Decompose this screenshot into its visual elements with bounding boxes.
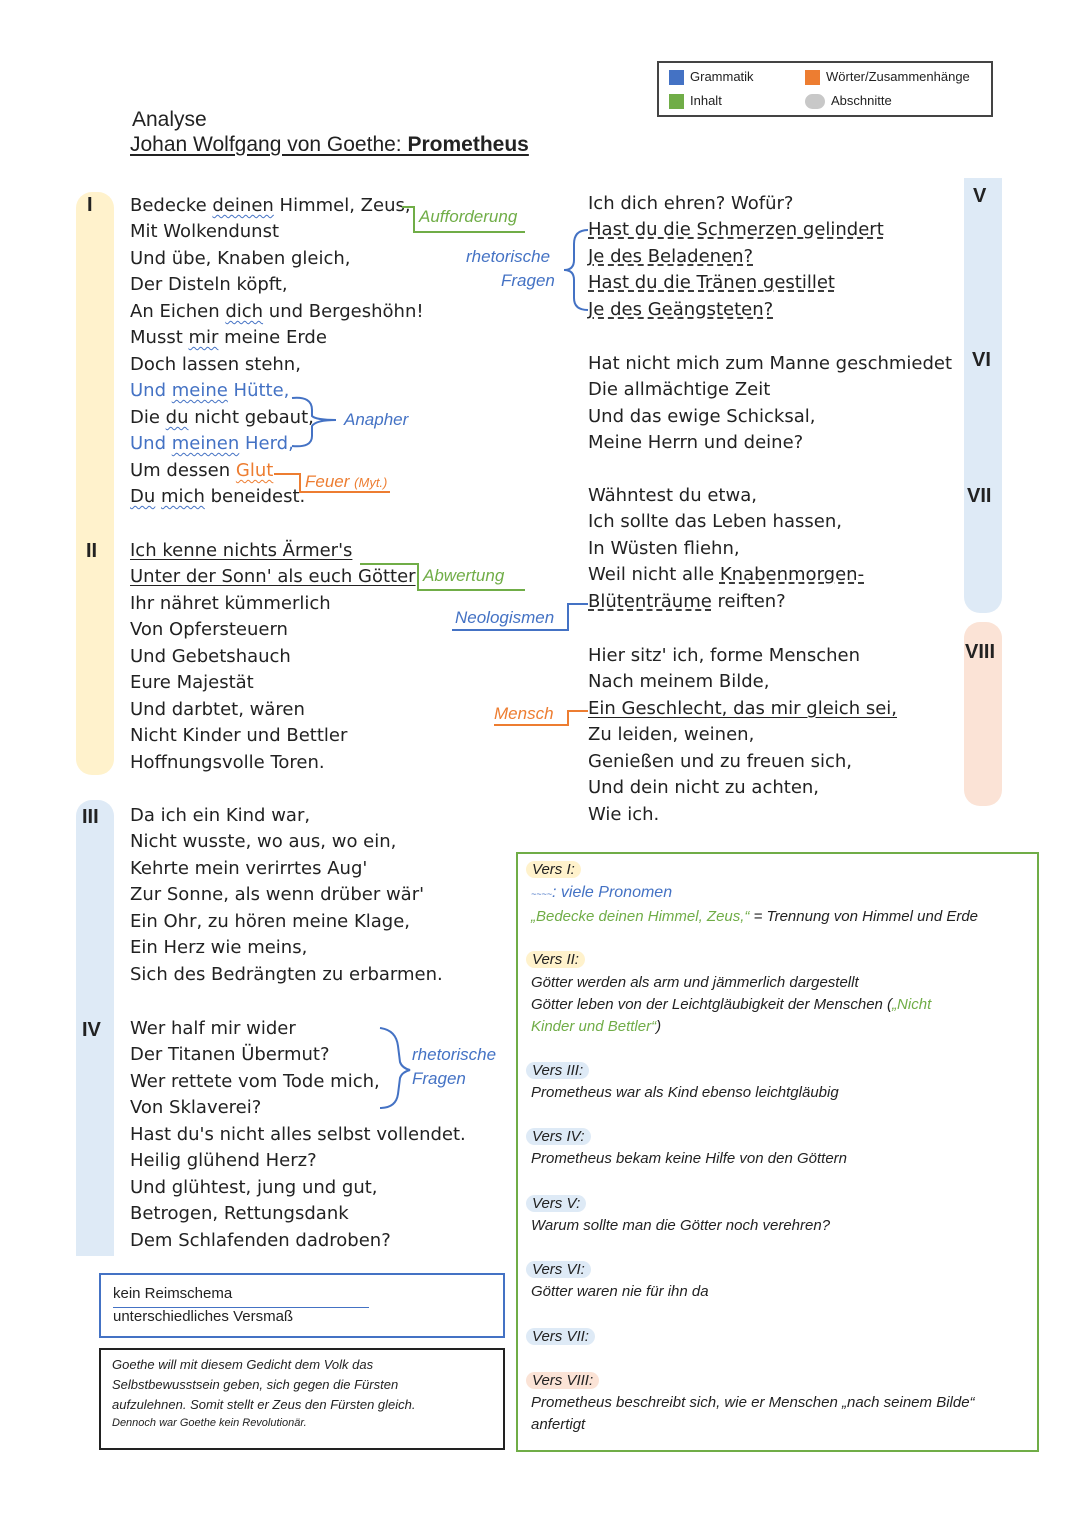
conclusion-line: Selbstbewusstsein geben, sich gegen die Fürsten: [112, 1377, 399, 1392]
vers-2-label: [526, 951, 585, 968]
verse-line: Der Disteln köpft,: [130, 274, 288, 295]
legend-label: Abschnitte: [831, 93, 892, 108]
rhetorical-brace-right: [564, 230, 588, 310]
aufforderung-label: Aufforderung: [419, 207, 518, 226]
vers-tag: Vers II:: [526, 951, 585, 968]
pronoun-mark: ~~~~: [531, 889, 553, 899]
quote: Kinder und Bettler“: [531, 1018, 657, 1035]
verse-line: Sich des Bedrängten zu erbarmen.: [130, 964, 443, 985]
verse-line: Meine Herrn und deine?: [588, 432, 804, 453]
vers-tag: Vers V:: [526, 1195, 586, 1212]
conclusion-line: Goethe will mit diesem Gedicht dem Volk das: [112, 1357, 374, 1372]
vers-tag: Vers III:: [526, 1062, 589, 1079]
verse-line: Und Gebetshauch: [130, 646, 291, 667]
vers-tag: Vers VI:: [526, 1261, 591, 1278]
verse-text: Himmel, Zeus,: [273, 195, 411, 216]
verse-line: Heilig glühend Herz?: [130, 1150, 317, 1171]
vers-tag: Vers IV:: [526, 1128, 591, 1145]
verse-line: Ich sollte das Leben hassen,: [588, 511, 842, 532]
fragen-label-left: Fragen: [412, 1069, 466, 1088]
rhetorical-brace-left: [380, 1028, 410, 1108]
conclusion-line: aufzulehnen. Somit stellt er Zeus den Fürsten gleich.: [112, 1397, 416, 1412]
verse-line: Wer half mir wider: [130, 1018, 296, 1039]
summary-box: [516, 852, 1039, 1452]
mensch-label: Mensch: [494, 704, 554, 723]
conclusion-line: Dennoch war Goethe kein Revolutionär.: [112, 1417, 307, 1429]
section-number-5: V: [973, 185, 987, 207]
verse-text: Bedecke: [130, 195, 213, 216]
conclusion-box: [99, 1348, 505, 1450]
feuer-label: [305, 472, 387, 492]
vers-8-line: anfertigt: [531, 1416, 586, 1433]
verse-text: Musst: [130, 327, 189, 348]
vers-2-line: [531, 1018, 661, 1035]
vers-8-label: [526, 1372, 599, 1389]
verse-text: nicht gebaut,: [188, 407, 314, 428]
vers-7-label: [526, 1328, 595, 1345]
legend-label: Grammatik: [690, 69, 754, 84]
verse-line: Wer rettete vom Tode mich,: [130, 1071, 380, 1092]
verse-line-underlined: Je des Geängsteten?: [588, 299, 774, 320]
verse-line: Hoffnungsvolle Toren.: [130, 752, 325, 773]
vers-tag: Vers VII:: [526, 1328, 595, 1345]
verse-line: Wie ich.: [588, 804, 660, 825]
vers-1-label: [526, 861, 581, 878]
legend-label: Inhalt: [690, 93, 722, 108]
anapher-label: Anapher: [344, 410, 409, 429]
author-name: Johan Wolfgang von Goethe:: [130, 133, 408, 156]
section-number-4: IV: [82, 1019, 101, 1041]
verse-text: Hütte,: [227, 380, 290, 401]
verse-text: Die: [130, 407, 166, 428]
verse-line: Ein Ohr, zu hören meine Klage,: [130, 911, 411, 932]
vers-3-label: [526, 1062, 589, 1079]
verse-line: Ein Herz wie meins,: [130, 937, 308, 958]
verse-line: Hier sitz' ich, forme Menschen: [588, 645, 860, 666]
section-number-2: II: [86, 540, 98, 562]
vers-2-line: [531, 996, 931, 1013]
section-number-1: I: [87, 194, 93, 216]
verse-line-underlined: Ein Geschlecht, das mir gleich sei,: [588, 698, 898, 719]
section-number-7: VII: [967, 485, 992, 507]
verse-line-underlined: Hast du die Schmerzen gelindert: [588, 219, 884, 240]
poem-title: Prometheus: [407, 133, 529, 156]
vers-2-line: Götter werden als arm und jämmerlich dargestellt: [531, 974, 859, 991]
neologism-word: Knabenmorgen-: [719, 564, 865, 585]
vers-1-text: [531, 908, 978, 925]
vers-4-text: Prometheus bekam keine Hilfe von den Göttern: [531, 1150, 848, 1167]
abwertung-label: Abwertung: [423, 566, 505, 585]
vers-tag: Vers I:: [526, 861, 581, 878]
verse-line: Hast du's nicht alles selbst vollendet.: [130, 1124, 466, 1145]
verse-line: Und übe, Knaben gleich,: [130, 248, 351, 269]
pronoun-highlight: dich: [225, 301, 264, 322]
vers-6-text: Götter waren nie für ihn da: [531, 1283, 709, 1300]
pronoun-highlight: Du: [130, 486, 156, 507]
verse-line: Zur Sonne, als wenn drüber wär': [130, 884, 425, 905]
verse-text: meine Erde: [218, 327, 327, 348]
vers-5-text: Warum sollte man die Götter noch verehren?: [531, 1217, 831, 1234]
verse-text: Um dessen: [130, 460, 236, 481]
verse-text: Und: [130, 380, 172, 401]
verse-line: Doch lassen stehn,: [130, 354, 301, 375]
verse-line: Von Sklaverei?: [130, 1097, 262, 1118]
mythology-abbrev: (Myt.): [354, 475, 388, 490]
feuer-text: Feuer: [305, 472, 350, 491]
vers-1-pronouns: [531, 884, 672, 902]
pronoun-highlight: meinen: [171, 433, 240, 454]
verse-text: An Eichen: [130, 301, 226, 322]
verse-line: In Wüsten fliehn,: [588, 538, 740, 559]
glut-word: Glut: [235, 460, 274, 481]
form-rhyme: kein Reimschema: [113, 1285, 233, 1302]
rhetorische-label-right: rhetorische: [466, 247, 551, 266]
header-analyse: Analyse: [132, 108, 207, 131]
vers-tag: Vers VIII:: [526, 1372, 599, 1389]
verse-text: reiften?: [711, 591, 786, 612]
verse-text: Weil nicht alle: [588, 564, 720, 585]
verse-line: Eure Majestät: [130, 672, 254, 693]
legend-label: Wörter/Zusammenhänge: [826, 69, 970, 84]
verse-line: Nicht Kinder und Bettler: [130, 725, 348, 746]
anapher-brace: [292, 398, 336, 447]
vers-text: Götter leben von der Leichtgläubigkeit der Menschen (: [531, 996, 893, 1013]
section-number-8: VIII: [965, 641, 996, 663]
fragen-label-right: Fragen: [501, 271, 555, 290]
verse-line-underlined: Unter der Sonn' als euch Götter: [130, 566, 416, 587]
verse-text: Herd,: [239, 433, 294, 454]
verse-line: Zu leiden, weinen,: [588, 724, 755, 745]
pronouns-note: : viele Pronomen: [552, 884, 673, 901]
vers-5-label: [526, 1195, 586, 1212]
section-number-6: VI: [972, 349, 991, 371]
pronoun-highlight: mir: [188, 327, 219, 348]
verse-line: Da ich ein Kind war,: [130, 805, 311, 826]
vers-8-line: Prometheus beschreibt sich, wie er Menschen „nach seinem Bilde“: [531, 1394, 975, 1411]
vers-text: = Trennung von Himmel und Erde: [749, 908, 979, 925]
verse-text: beneidest.: [204, 486, 306, 507]
neologism-word: Blütenträume: [588, 591, 712, 612]
verse-line: Und das ewige Schicksal,: [588, 406, 816, 427]
form-box: [99, 1273, 505, 1338]
verse-line-underlined: Ich kenne nichts Ärmer's: [130, 540, 353, 561]
verse-line: Von Opfersteuern: [130, 619, 288, 640]
verse-line: Und glühtest, jung und gut,: [130, 1177, 378, 1198]
pronoun-highlight: meine: [171, 380, 228, 401]
vers-4-label: [526, 1128, 591, 1145]
vers-text: ): [656, 1018, 662, 1035]
verse-line-underlined: Hast du die Tränen gestillet: [588, 272, 835, 293]
verse-line: Mit Wolkendunst: [130, 221, 280, 242]
neologismen-label: Neologismen: [455, 608, 555, 627]
verse-line: Und darbtet, wären: [130, 699, 305, 720]
verse-line: Betrogen, Rettungsdank: [130, 1203, 349, 1224]
verse-text: und Bergeshöhn!: [263, 301, 424, 322]
pronoun-highlight: deinen: [212, 195, 274, 216]
verse-line: Ich dich ehren? Wofür?: [588, 193, 794, 214]
verse-line: Der Titanen Übermut?: [130, 1044, 330, 1065]
verse-text: Und: [130, 433, 172, 454]
verse-line: Genießen und zu freuen sich,: [588, 751, 853, 772]
verse-line: Wähntest du etwa,: [588, 485, 757, 506]
section-number-3: III: [82, 806, 99, 828]
quote: „Bedecke deinen Himmel, Zeus,“: [531, 908, 750, 925]
verse-line: Nach meinem Bilde,: [588, 671, 770, 692]
verse-line: Ihr nähret kümmerlich: [130, 593, 331, 614]
verse-line: Die allmächtige Zeit: [588, 379, 771, 400]
verse-line-underlined: Je des Beladenen?: [588, 246, 754, 267]
verse-line: Hat nicht mich zum Manne geschmiedet: [588, 353, 953, 374]
verse-line: Dem Schlafenden dadroben?: [130, 1230, 391, 1251]
verse-line: Und dein nicht zu achten,: [588, 777, 820, 798]
verse-line: Nicht wusste, wo aus, wo ein,: [130, 831, 397, 852]
vers-3-text: Prometheus war als Kind ebenso leichtgläubig: [531, 1084, 839, 1101]
form-meter: unterschiedliches Versmaß: [113, 1308, 294, 1325]
pronoun-highlight: mich: [161, 486, 205, 507]
pronoun-highlight: du: [165, 407, 189, 428]
vers-6-label: [526, 1261, 591, 1278]
quote: „Nicht: [892, 996, 932, 1013]
verse-line: Kehrte mein verirrtes Aug': [130, 858, 368, 879]
rhetorische-label-left: rhetorische: [412, 1045, 497, 1064]
